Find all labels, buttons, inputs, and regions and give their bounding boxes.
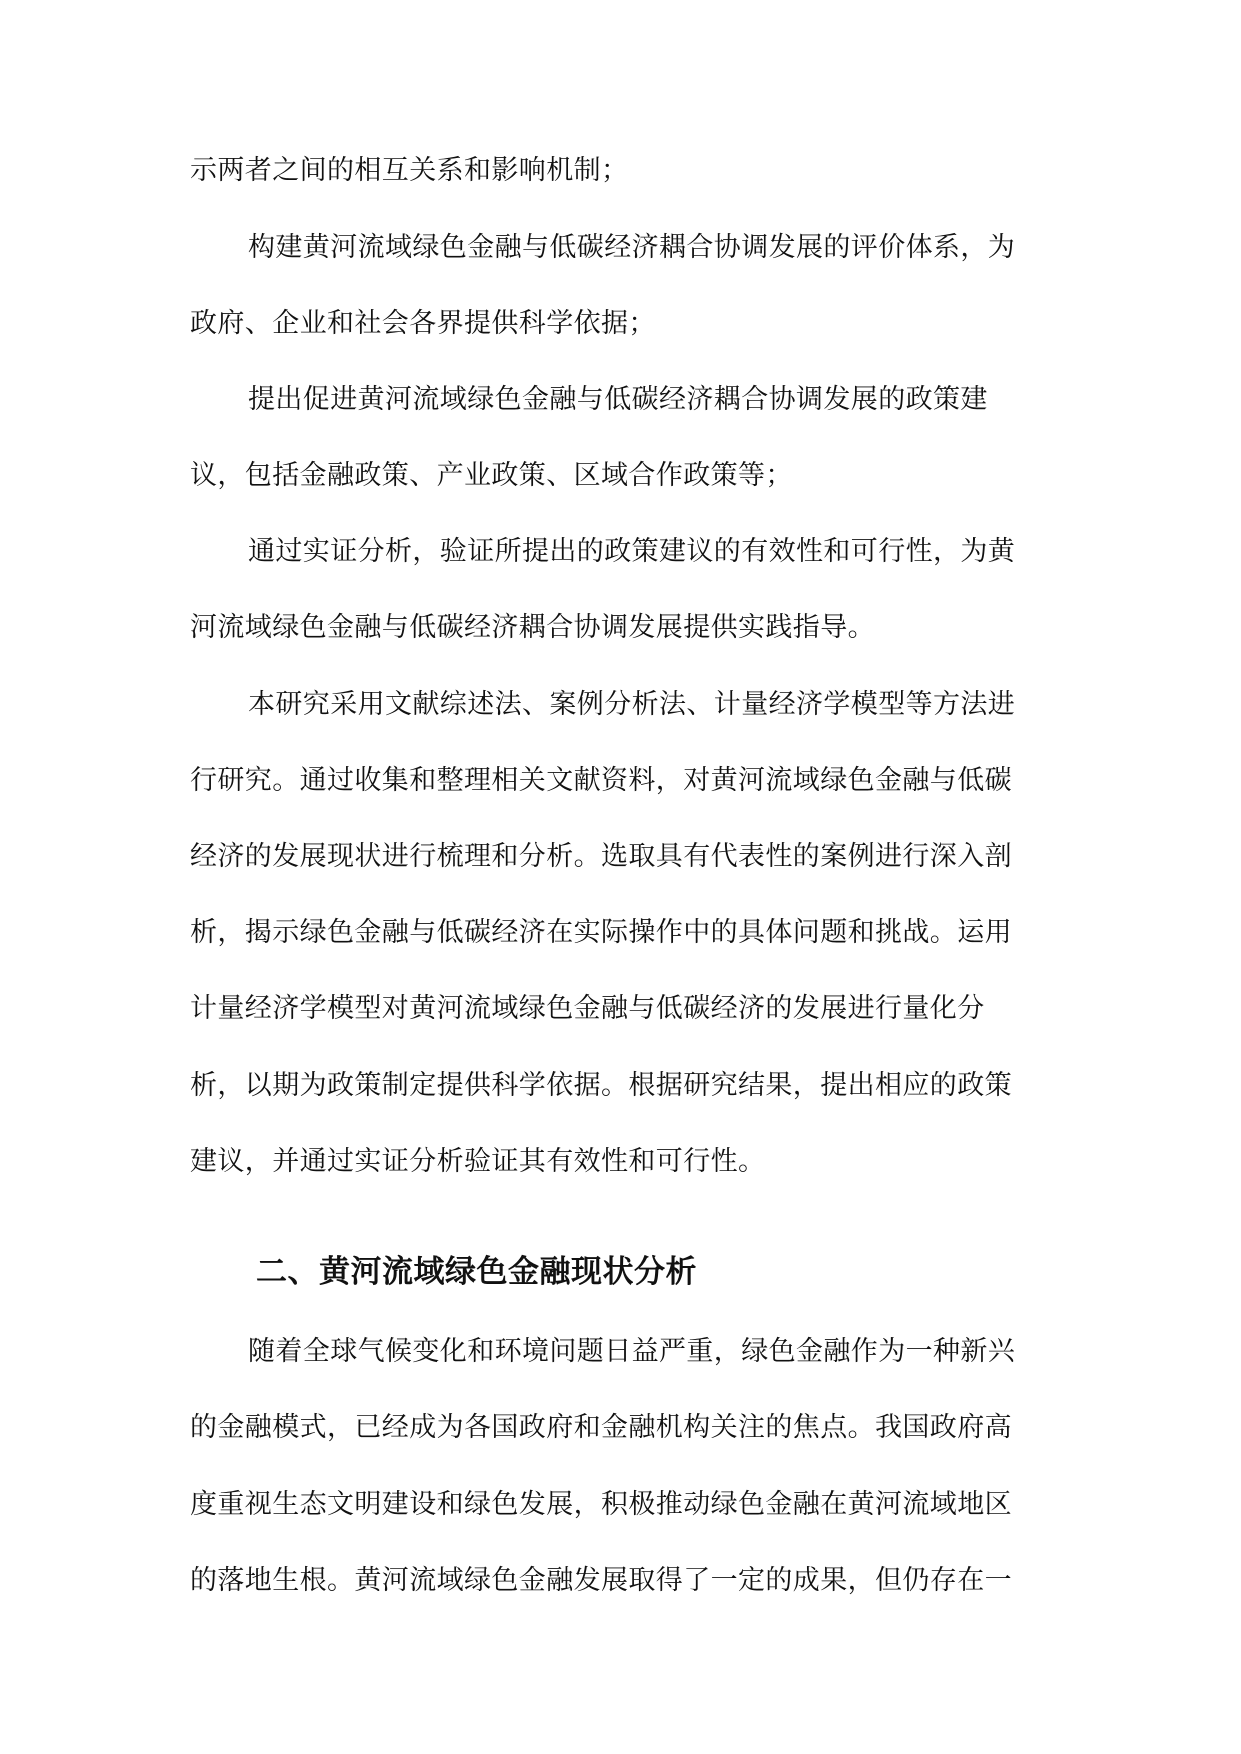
paragraph-line: 建议，并通过实证分析验证其有效性和可行性。 — [190, 1146, 766, 1177]
paragraph-line: 的落地生根。黄河流域绿色金融发展取得了一定的成果，但仍存在一 — [190, 1565, 1012, 1596]
paragraph-line: 随着全球气候变化和环境问题日益严重，绿色金融作为一种新兴 — [248, 1336, 1016, 1367]
paragraph-line: 度重视生态文明建设和绿色发展，积极推动绿色金融在黄河流域地区 — [190, 1489, 1012, 1520]
paragraph-line: 析，揭示绿色金融与低碳经济在实际操作中的具体问题和挑战。运用 — [190, 917, 1012, 948]
paragraph-line: 经济的发展现状进行梳理和分析。选取具有代表性的案例进行深入剖 — [190, 841, 1012, 872]
section-heading: 二、黄河流域绿色金融现状分析 — [256, 1254, 697, 1290]
paragraph-line: 析，以期为政策制定提供科学依据。根据研究结果，提出相应的政策 — [190, 1070, 1012, 1101]
paragraph-line: 计量经济学模型对黄河流域绿色金融与低碳经济的发展进行量化分 — [190, 993, 985, 1024]
paragraph-line: 提出促进黄河流域绿色金融与低碳经济耦合协调发展的政策建 — [248, 384, 988, 415]
paragraph-line: 行研究。通过收集和整理相关文献资料，对黄河流域绿色金融与低碳 — [190, 765, 1012, 796]
paragraph-line: 议，包括金融政策、产业政策、区域合作政策等； — [190, 460, 793, 491]
paragraph-line: 政府、企业和社会各界提供科学依据； — [190, 308, 656, 339]
paragraph-line: 通过实证分析，验证所提出的政策建议的有效性和可行性，为黄 — [248, 536, 1016, 567]
paragraph-line: 河流域绿色金融与低碳经济耦合协调发展提供实践指导。 — [190, 612, 875, 643]
paragraph-line: 本研究采用文献综述法、案例分析法、计量经济学模型等方法进 — [248, 689, 1016, 720]
paragraph-line: 的金融模式，已经成为各国政府和金融机构关注的焦点。我国政府高 — [190, 1412, 1012, 1443]
paragraph-line: 示两者之间的相互关系和影响机制； — [190, 155, 629, 186]
paragraph-line: 构建黄河流域绿色金融与低碳经济耦合协调发展的评价体系，为 — [248, 232, 1016, 263]
